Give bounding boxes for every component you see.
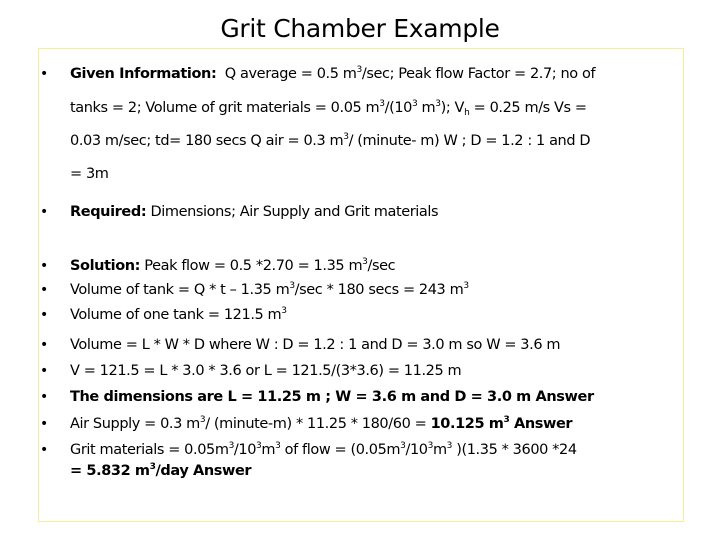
solution-label: Solution:: [70, 258, 141, 274]
solution-line-6: The dimensions are L = 11.25 m ; W = 3.6 m and D = 3.0 m Answer: [70, 389, 594, 405]
bullet-dot: •: [40, 204, 49, 220]
bullet-dot: •: [40, 282, 49, 298]
given-line-4: = 3m: [70, 166, 109, 182]
solution-line-1: Solution: Peak flow = 0.5 *2.70 = 1.35 $m^3/\sec$: [70, 257, 396, 274]
given-line-3: 0.03 m/sec; td= 180 secs Q air = 0.3 $m^3/$ (minute- m) W ; D = 1.2 : 1 and D: [70, 132, 591, 149]
given-label: Given Information:: [70, 66, 217, 82]
bullet-dot: •: [40, 258, 49, 274]
bullet-dot: •: [40, 442, 49, 458]
required-label: Required:: [70, 204, 147, 220]
solution-line-5: V = 121.5 = L * 3.0 * 3.6 or L = 121.5/(3*3.6) = 11.25 m: [70, 363, 462, 379]
bullet-dot: •: [40, 66, 49, 82]
given-line-1: Given Information: Q average = 0.5 $m^3/\sec$; Peak flow Factor = 2.7; no of: [70, 65, 596, 82]
solution-line-3: Volume of one tank = 121.5 $m^3$: [70, 306, 287, 323]
slide-title: Grit Chamber Example: [220, 14, 500, 43]
bullet-dot: •: [40, 416, 49, 432]
required-line: Required: Dimensions; Air Supply and Grit materials: [70, 204, 439, 220]
bullet-dot: •: [40, 363, 49, 379]
bullet-dot: •: [40, 389, 49, 405]
solution-line-8: Grit materials = $0.05m^3/10^3m^3$ of flow = ($0.05m^3/10^3m^3$ )(1.35 * 3600 *24: [70, 441, 577, 458]
solution-line-4: Volume = L * W * D where W : D = 1.2 : 1 and D = 3.0 m so W = 3.6 m: [70, 337, 561, 353]
solution-line-7: Air Supply = 0.3 $m^3/$ (minute-m) * 11.25 * 180/60 = 10.125 $m^3$ Answer: [70, 415, 573, 432]
bullet-dot: •: [40, 307, 49, 323]
solution-line-2: Volume of tank = Q * t – 1.35 $m^3/\sec * 180$ secs = 243 $m^3$: [70, 281, 469, 298]
solution-line-9: = 5.832 $m^3$/day Answer: [70, 462, 252, 479]
bullet-dot: •: [40, 337, 49, 353]
given-line-2: tanks = 2; Volume of grit materials = 0.05 $m^3/(10^3$ $m^3$); $V_h = 0.25$ m/s Vs =: [70, 99, 587, 118]
